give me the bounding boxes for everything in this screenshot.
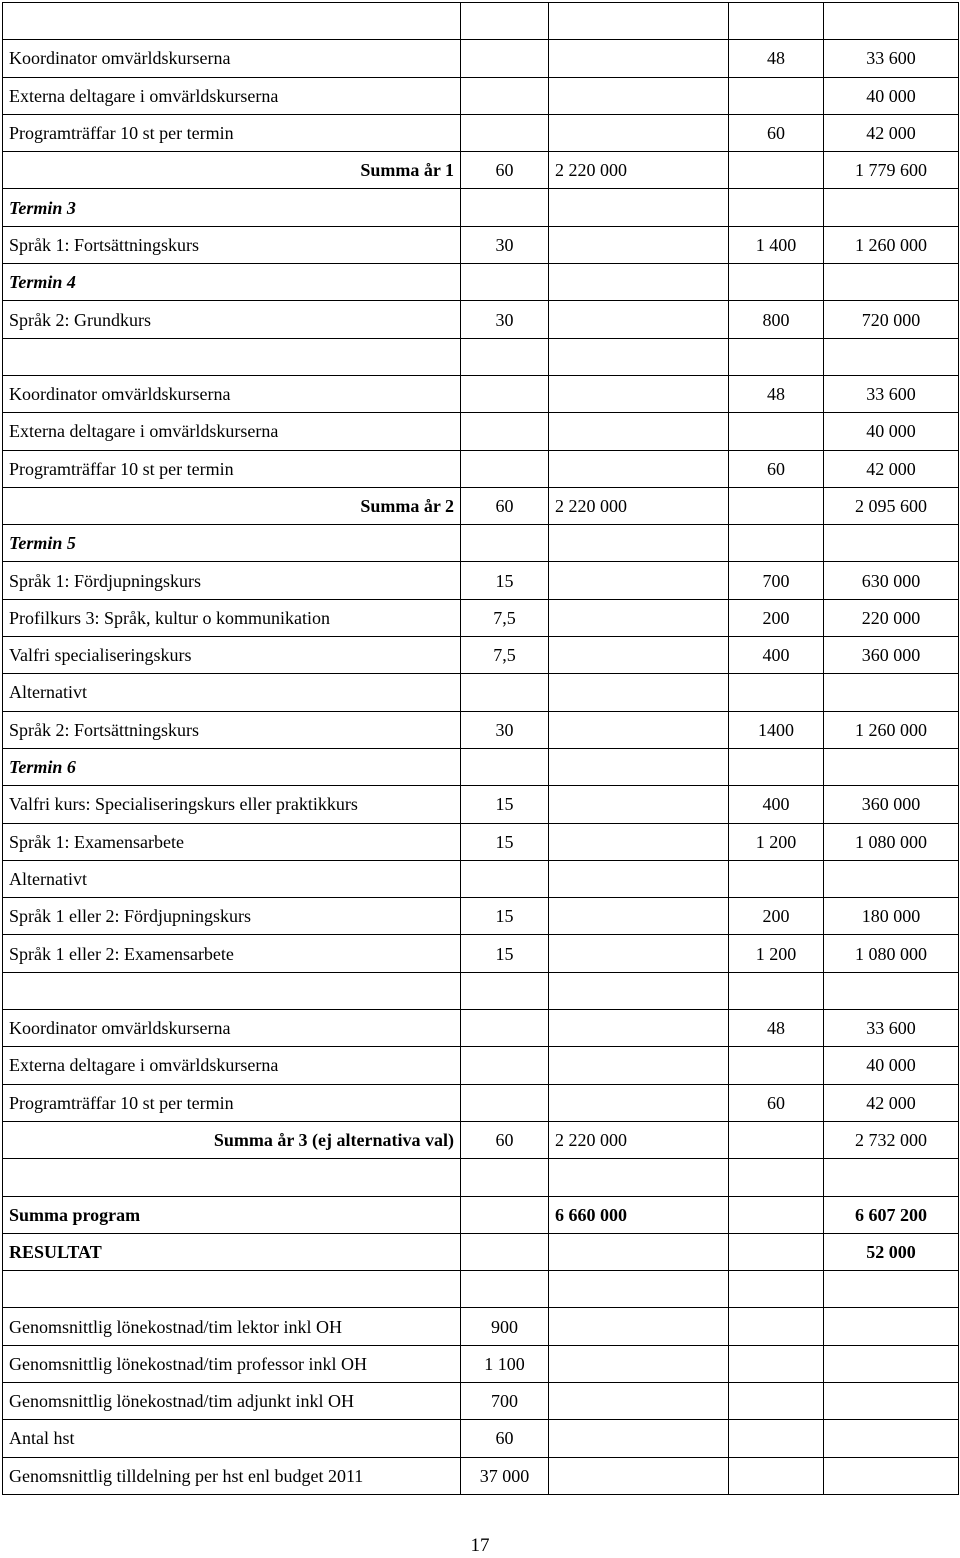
sum-row: [3, 152, 959, 189]
table-cell-col4: [729, 413, 824, 450]
table-cell-col4: [729, 860, 824, 897]
table-cell-col3: [549, 338, 729, 375]
table-cell-col5: [824, 1308, 959, 1345]
table-cell-col4: 48: [729, 1010, 824, 1047]
table-cell-col2: 15: [461, 562, 549, 599]
table-cell-col4: [729, 1345, 824, 1382]
table-row: [3, 1420, 959, 1457]
table-cell-col1: Genomsnittlig lönekostnad/tim professor inkl OH: [3, 1345, 461, 1382]
table-cell-col2: [461, 450, 549, 487]
table-cell-col1: Koordinator omvärldskurserna: [3, 375, 461, 412]
table-cell-col1: Valfri kurs: Specialiseringskurs eller praktikkurs: [3, 786, 461, 823]
table-cell-col2: [461, 674, 549, 711]
table-cell-col2: [461, 264, 549, 301]
sum-row: [3, 1121, 959, 1158]
table-cell-col5: [824, 860, 959, 897]
table-cell-col3: [549, 637, 729, 674]
table-cell-col2: 37 000: [461, 1457, 549, 1494]
table-cell-col2: [461, 3, 549, 40]
table-cell-col3: [549, 189, 729, 226]
table-cell-col4: 400: [729, 786, 824, 823]
table-cell-col3: [549, 562, 729, 599]
table-cell-col3: [549, 525, 729, 562]
table-cell-col2: [461, 972, 549, 1009]
table-cell-col3: [549, 1382, 729, 1419]
table-cell-col3: [549, 748, 729, 785]
table-row: [3, 711, 959, 748]
table-cell-col1: Externa deltagare i omvärldskurserna: [3, 1047, 461, 1084]
table-cell-col3: [549, 786, 729, 823]
table-cell-col3: [549, 1457, 729, 1494]
table-cell-col1: Genomsnittlig lönekostnad/tim adjunkt inkl OH: [3, 1382, 461, 1419]
table-cell-col3: [549, 599, 729, 636]
table-cell-col4: 48: [729, 375, 824, 412]
table-cell-col4: 200: [729, 898, 824, 935]
table-cell-col5: [824, 1457, 959, 1494]
table-cell-col4: [729, 525, 824, 562]
table-cell-col3: [549, 264, 729, 301]
term-heading-row: [3, 264, 959, 301]
table-cell-col1: Språk 1: Fortsättningskurs: [3, 226, 461, 263]
table-cell-col1: Antal hst: [3, 1420, 461, 1457]
table-cell-col2: [461, 1271, 549, 1308]
table-cell-col5: [824, 1382, 959, 1419]
table-cell-col3: [549, 40, 729, 77]
table-cell-col4: 60: [729, 114, 824, 151]
table-cell-col5: 360 000: [824, 637, 959, 674]
table-cell-col4: [729, 1196, 824, 1233]
table-cell-col2: [461, 1047, 549, 1084]
table-cell-col5: [824, 1420, 959, 1457]
table-cell-col5: [824, 1271, 959, 1308]
table-cell-col1: [3, 338, 461, 375]
spacer-row: [3, 3, 959, 40]
table-cell-col3: [549, 77, 729, 114]
table-cell-col4: 800: [729, 301, 824, 338]
table-cell-col2: 60: [461, 1420, 549, 1457]
table-cell-col5: 220 000: [824, 599, 959, 636]
table-cell-col4: [729, 77, 824, 114]
table-cell-col5: 1 080 000: [824, 823, 959, 860]
table-cell-col4: [729, 1457, 824, 1494]
table-cell-col4: [729, 1233, 824, 1270]
table-row: [3, 77, 959, 114]
table-cell-col4: 1 200: [729, 823, 824, 860]
table-cell-col2: 7,5: [461, 637, 549, 674]
table-cell-col1: Alternativt: [3, 674, 461, 711]
table-cell-col1: Alternativt: [3, 860, 461, 897]
page-number: 17: [470, 1535, 490, 1556]
table-cell-col3: [549, 413, 729, 450]
table-cell-col5: 33 600: [824, 1010, 959, 1047]
table-cell-col3: 2 220 000: [549, 487, 729, 524]
table-cell-col3: [549, 1010, 729, 1047]
table-cell-col1: Språk 1 eller 2: Examensarbete: [3, 935, 461, 972]
table-row: [3, 786, 959, 823]
table-cell-col1: Språk 2: Grundkurs: [3, 301, 461, 338]
table-cell-col5: 1 779 600: [824, 152, 959, 189]
table-row: [3, 1457, 959, 1494]
table-cell-col3: [549, 226, 729, 263]
table-cell-col2: 30: [461, 301, 549, 338]
table-cell-col5: 2 732 000: [824, 1121, 959, 1158]
table-cell-col4: [729, 972, 824, 1009]
table-cell-col5: 42 000: [824, 114, 959, 151]
table-cell-col4: [729, 1159, 824, 1196]
table-cell-col5: 630 000: [824, 562, 959, 599]
table-cell-col1: Koordinator omvärldskurserna: [3, 40, 461, 77]
table-row: [3, 1308, 959, 1345]
table-cell-col2: 7,5: [461, 599, 549, 636]
table-cell-col3: [549, 1345, 729, 1382]
table-cell-col2: [461, 77, 549, 114]
table-cell-col4: [729, 189, 824, 226]
table-cell-col1: Språk 1: Examensarbete: [3, 823, 461, 860]
table-cell-col3: [549, 1420, 729, 1457]
term-heading-row: [3, 748, 959, 785]
table-cell-col5: [824, 189, 959, 226]
table-cell-col1: Summa år 3 (ej alternativa val): [3, 1121, 461, 1158]
budget-table-body: [3, 3, 959, 1495]
table-cell-col3: [549, 1084, 729, 1121]
table-row: [3, 450, 959, 487]
table-cell-col4: [729, 748, 824, 785]
table-cell-col1: Språk 1 eller 2: Fördjupningskurs: [3, 898, 461, 935]
spacer-row: [3, 1271, 959, 1308]
table-cell-col1: Programträffar 10 st per termin: [3, 114, 461, 151]
table-cell-col1: Summa år 1: [3, 152, 461, 189]
table-cell-col3: [549, 1233, 729, 1270]
table-cell-col4: [729, 1420, 824, 1457]
table-cell-col5: 33 600: [824, 375, 959, 412]
table-cell-col2: 60: [461, 152, 549, 189]
table-cell-col5: [824, 264, 959, 301]
table-cell-col3: [549, 898, 729, 935]
table-cell-col5: 360 000: [824, 786, 959, 823]
table-cell-col2: [461, 1159, 549, 1196]
table-cell-col2: 15: [461, 898, 549, 935]
table-cell-col3: [549, 1308, 729, 1345]
table-row: [3, 413, 959, 450]
table-row: [3, 823, 959, 860]
table-cell-col1: Programträffar 10 st per termin: [3, 1084, 461, 1121]
table-row: [3, 898, 959, 935]
table-row: [3, 1196, 959, 1233]
spacer-row: [3, 972, 959, 1009]
table-cell-col3: [549, 823, 729, 860]
table-cell-col1: Programträffar 10 st per termin: [3, 450, 461, 487]
table-cell-col3: [549, 711, 729, 748]
term-heading-row: [3, 189, 959, 226]
table-cell-col3: [549, 1271, 729, 1308]
table-cell-col2: 60: [461, 1121, 549, 1158]
table-cell-col5: 6 607 200: [824, 1196, 959, 1233]
table-cell-col4: [729, 1047, 824, 1084]
table-cell-col4: [729, 1308, 824, 1345]
table-cell-col4: 60: [729, 450, 824, 487]
table-cell-col2: 15: [461, 823, 549, 860]
term-heading-row: [3, 525, 959, 562]
table-cell-col4: 1400: [729, 711, 824, 748]
table-cell-col4: [729, 487, 824, 524]
table-row: [3, 1047, 959, 1084]
table-row: [3, 562, 959, 599]
table-cell-col1: Språk 2: Fortsättningskurs: [3, 711, 461, 748]
table-cell-col3: 6 660 000: [549, 1196, 729, 1233]
table-cell-col4: [729, 1271, 824, 1308]
table-cell-col1: RESULTAT: [3, 1233, 461, 1270]
table-cell-col5: 42 000: [824, 450, 959, 487]
table-row: [3, 1084, 959, 1121]
table-cell-col5: 180 000: [824, 898, 959, 935]
table-cell-col4: [729, 264, 824, 301]
table-cell-col5: 52 000: [824, 1233, 959, 1270]
spacer-row: [3, 1159, 959, 1196]
table-cell-col5: [824, 525, 959, 562]
table-cell-col4: 1 200: [729, 935, 824, 972]
table-cell-col2: [461, 375, 549, 412]
table-cell-col3: [549, 935, 729, 972]
table-cell-col3: [549, 3, 729, 40]
table-cell-col5: [824, 1345, 959, 1382]
spacer-row: [3, 338, 959, 375]
table-cell-col2: 15: [461, 786, 549, 823]
table-cell-col1: Summa år 2: [3, 487, 461, 524]
table-cell-col4: [729, 674, 824, 711]
table-cell-col4: 1 400: [729, 226, 824, 263]
table-row: [3, 1345, 959, 1382]
table-row: [3, 1382, 959, 1419]
table-cell-col1: Språk 1: Fördjupningskurs: [3, 562, 461, 599]
table-cell-col4: 60: [729, 1084, 824, 1121]
table-cell-col4: [729, 152, 824, 189]
table-cell-col3: [549, 301, 729, 338]
table-cell-col2: 30: [461, 226, 549, 263]
table-cell-col3: [549, 972, 729, 1009]
table-cell-col4: 400: [729, 637, 824, 674]
table-cell-col3: [549, 375, 729, 412]
table-cell-col5: 1 260 000: [824, 226, 959, 263]
table-cell-col2: 30: [461, 711, 549, 748]
table-cell-col2: [461, 748, 549, 785]
table-cell-col4: 48: [729, 40, 824, 77]
table-cell-col1: [3, 1159, 461, 1196]
table-row: [3, 375, 959, 412]
table-cell-col1: Koordinator omvärldskurserna: [3, 1010, 461, 1047]
table-cell-col2: 15: [461, 935, 549, 972]
table-cell-col2: [461, 114, 549, 151]
table-cell-col2: 900: [461, 1308, 549, 1345]
table-cell-col3: 2 220 000: [549, 152, 729, 189]
table-cell-col5: [824, 3, 959, 40]
table-cell-col4: [729, 3, 824, 40]
table-row: [3, 1010, 959, 1047]
table-cell-col1: Termin 4: [3, 264, 461, 301]
table-row: [3, 674, 959, 711]
table-cell-col5: 40 000: [824, 1047, 959, 1084]
table-cell-col1: Externa deltagare i omvärldskurserna: [3, 413, 461, 450]
table-row: [3, 301, 959, 338]
table-cell-col5: [824, 674, 959, 711]
table-cell-col1: [3, 1271, 461, 1308]
table-cell-col5: 40 000: [824, 77, 959, 114]
table-cell-col2: [461, 860, 549, 897]
table-cell-col1: Summa program: [3, 1196, 461, 1233]
table-cell-col1: [3, 972, 461, 1009]
table-cell-col5: 40 000: [824, 413, 959, 450]
table-cell-col5: [824, 338, 959, 375]
table-cell-col1: [3, 3, 461, 40]
table-cell-col4: 200: [729, 599, 824, 636]
table-cell-col1: Termin 5: [3, 525, 461, 562]
table-cell-col2: 700: [461, 1382, 549, 1419]
table-cell-col5: 33 600: [824, 40, 959, 77]
table-row: [3, 860, 959, 897]
table-cell-col1: Profilkurs 3: Språk, kultur o kommunikation: [3, 599, 461, 636]
table-row: [3, 40, 959, 77]
table-cell-col2: [461, 189, 549, 226]
table-cell-col3: [549, 674, 729, 711]
table-cell-col1: Termin 6: [3, 748, 461, 785]
table-cell-col3: [549, 114, 729, 151]
table-cell-col2: [461, 525, 549, 562]
budget-table: [2, 2, 959, 1495]
table-cell-col2: [461, 1233, 549, 1270]
table-cell-col2: [461, 1084, 549, 1121]
table-cell-col2: [461, 338, 549, 375]
table-cell-col2: [461, 1010, 549, 1047]
table-cell-col5: 1 260 000: [824, 711, 959, 748]
table-cell-col5: [824, 748, 959, 785]
table-cell-col5: 720 000: [824, 301, 959, 338]
table-row: [3, 637, 959, 674]
table-cell-col1: Genomsnittlig lönekostnad/tim lektor inkl OH: [3, 1308, 461, 1345]
table-cell-col5: 2 095 600: [824, 487, 959, 524]
table-row: [3, 599, 959, 636]
table-cell-col2: 1 100: [461, 1345, 549, 1382]
table-row: [3, 935, 959, 972]
table-cell-col4: [729, 338, 824, 375]
table-cell-col4: 700: [729, 562, 824, 599]
table-cell-col5: 42 000: [824, 1084, 959, 1121]
table-row: [3, 1233, 959, 1270]
table-cell-col2: 60: [461, 487, 549, 524]
table-cell-col2: [461, 413, 549, 450]
table-cell-col1: Externa deltagare i omvärldskurserna: [3, 77, 461, 114]
table-cell-col3: [549, 450, 729, 487]
table-row: [3, 226, 959, 263]
table-cell-col4: [729, 1382, 824, 1419]
table-cell-col2: [461, 1196, 549, 1233]
table-cell-col1: Valfri specialiseringskurs: [3, 637, 461, 674]
table-cell-col2: [461, 40, 549, 77]
table-cell-col3: [549, 1159, 729, 1196]
sum-row: [3, 487, 959, 524]
table-cell-col4: [729, 1121, 824, 1158]
table-row: [3, 114, 959, 151]
table-cell-col3: [549, 860, 729, 897]
table-cell-col3: [549, 1047, 729, 1084]
table-cell-col5: 1 080 000: [824, 935, 959, 972]
table-cell-col1: Termin 3: [3, 189, 461, 226]
table-cell-col1: Genomsnittlig tilldelning per hst enl budget 2011: [3, 1457, 461, 1494]
table-cell-col5: [824, 1159, 959, 1196]
table-cell-col3: 2 220 000: [549, 1121, 729, 1158]
table-cell-col5: [824, 972, 959, 1009]
